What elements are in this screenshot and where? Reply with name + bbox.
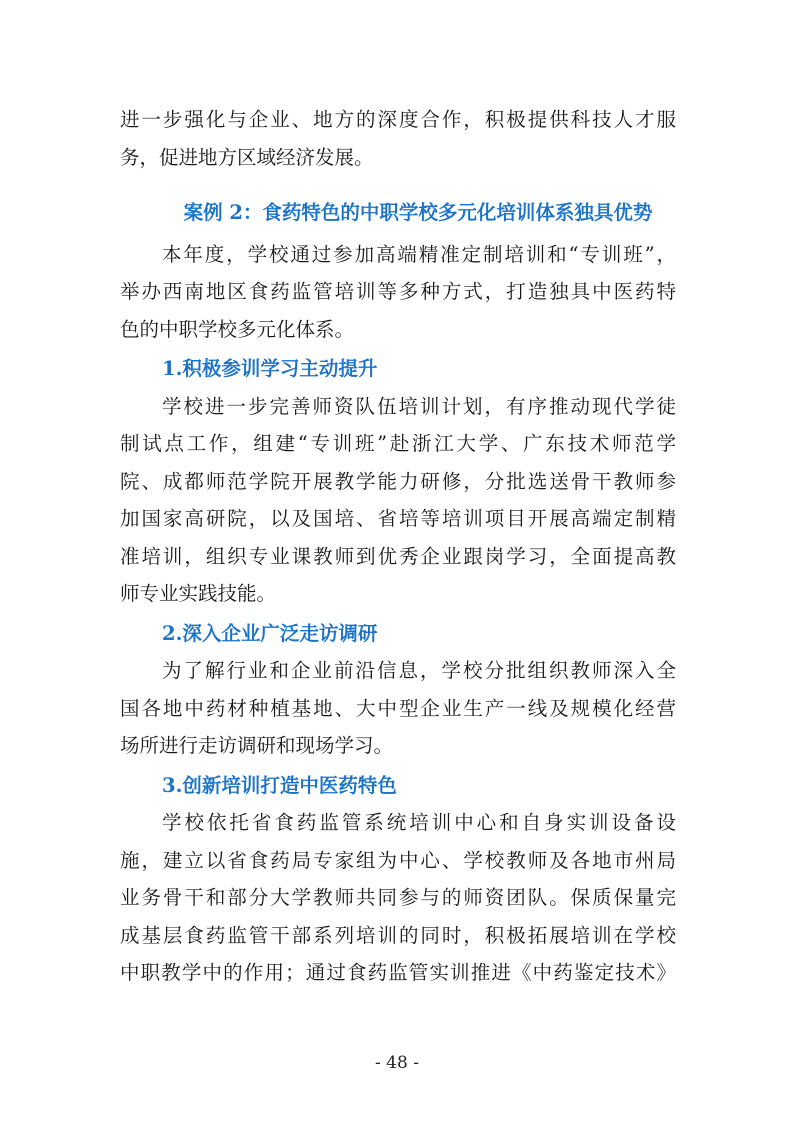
text-line: 制试点工作，组建“专训班”赴浙江大学、广东技术师范学 (120, 432, 676, 455)
text-line: 加国家高研院，以及国培、省培等培训项目开展高端定制精 (120, 507, 676, 530)
section-heading-1: 1.积极参训学习主动提升 (162, 357, 378, 380)
section-3-paragraph (120, 804, 676, 992)
section-2-paragraph (120, 652, 676, 765)
section-1-paragraph (120, 388, 676, 613)
text-line: 中职教学中的作用；通过食药监管实训推进《中药鉴定技术》 (120, 961, 676, 984)
text-line: 学校依托省食药监管系统培训中心和自身实训设备设 (162, 811, 676, 834)
text-line: 准培训，组织专业课教师到优秀企业跟岗学习，全面提高教 (120, 544, 676, 568)
text-line: 师专业实践技能。 (120, 582, 277, 605)
intro-paragraph (120, 101, 676, 176)
page-number: - 48 - (375, 1053, 419, 1073)
text-line: 举办西南地区食药监管培训等多种方式，打造独具中医药特 (120, 280, 676, 303)
text-line: 色的中职学校多元化体系。 (120, 317, 355, 341)
text-line: 业务骨干和部分大学教师共同参与的师资团队。保质保量完 (120, 886, 676, 909)
document-body (120, 101, 676, 992)
text-line: 施，建立以省食药局专家组为中心、学校教师及各地市州局 (120, 848, 676, 872)
text-line: 成基层食药监管干部系列培训的同时，积极拓展培训在学校 (120, 923, 676, 947)
text-line: 务，促进地方区域经济发展。 (120, 145, 374, 169)
text-line: 为了解行业和企业前沿信息，学校分批组织教师深入全 (162, 659, 676, 682)
text-line: 进一步强化与企业、地方的深度合作，积极提供科技人才服 (120, 108, 676, 131)
text-line: 本年度，学校通过参加高端精准定制培训和“专训班”， (162, 242, 676, 266)
case-intro-paragraph (120, 236, 676, 349)
text-line: 场所进行走访调研和现场学习。 (120, 734, 394, 757)
section-heading-2: 2.深入企业广泛走访调研 (162, 621, 378, 645)
text-line: 学校进一步完善师资队伍培训计划，有序推动现代学徒 (162, 394, 676, 418)
section-heading-3: 3.创新培训打造中医药特色 (162, 773, 397, 797)
text-line: 院、成都师范学院开展教学能力研修，分批选送骨干教师参 (120, 469, 676, 493)
case-heading: 案例 2：食药特色的中职学校多元化培训体系独具优势 (183, 201, 653, 224)
text-line: 国各地中药材种植基地、大中型企业生产一线及规模化经营 (120, 696, 676, 720)
